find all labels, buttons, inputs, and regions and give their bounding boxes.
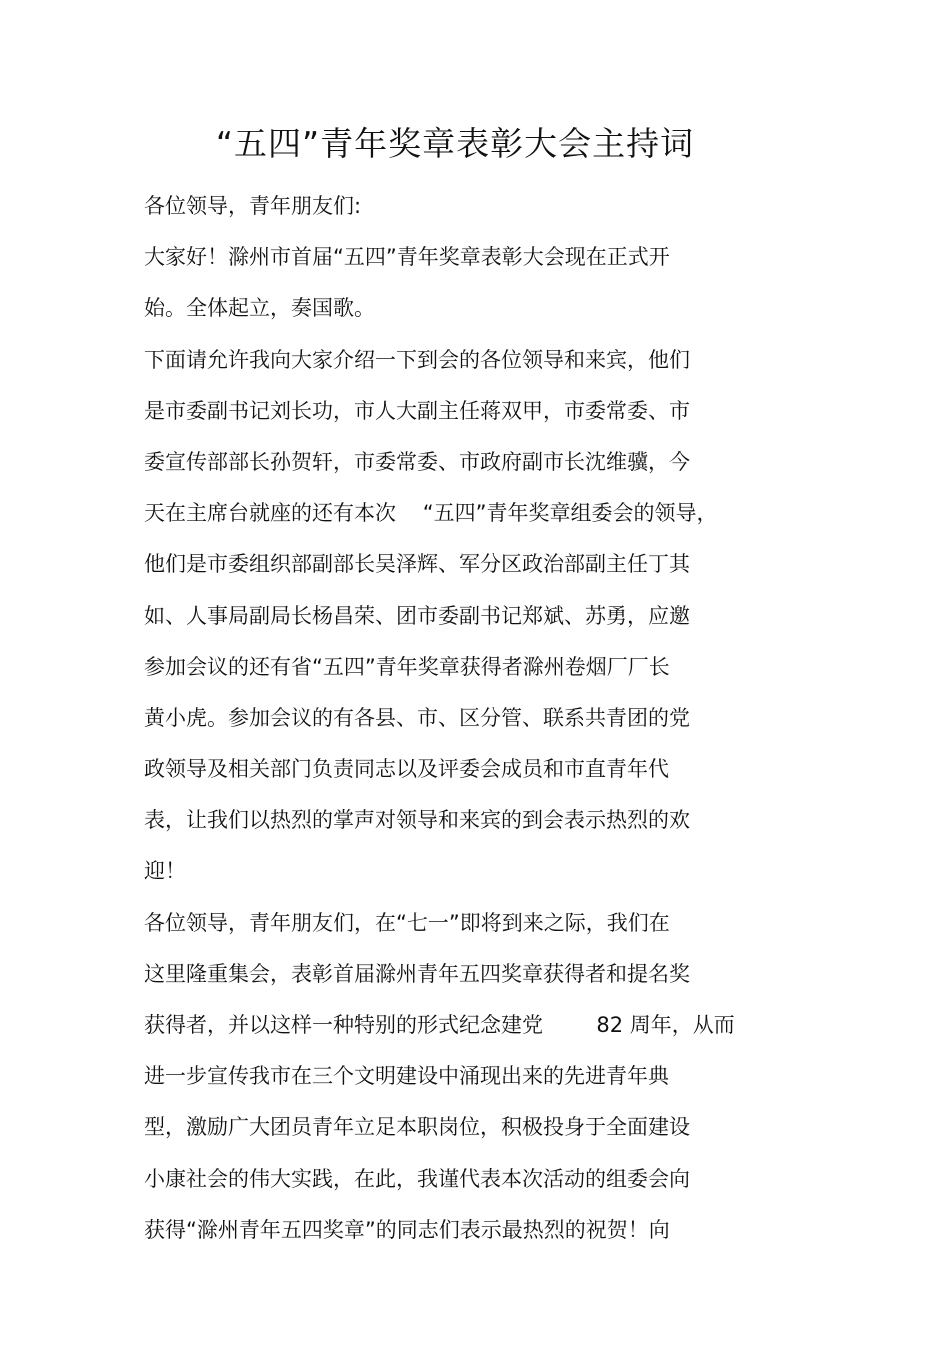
body-line: 是市委副书记刘长功，市人大副主任蒋双甲，市委常委、市 (144, 398, 690, 423)
body-line: 大家好！滁州市首届“五四”青年奖章表彰大会现在正式开 (144, 245, 670, 270)
body-line: 型，激励广大团员青年立足本职岗位，积极投身于全面建设 (144, 1115, 690, 1140)
body-line: 天在主席台就座的还有本次 “五四”青年奖章组委会的领导， (144, 501, 718, 526)
body-line: 各位领导，青年朋友们: (144, 194, 362, 218)
body-line: 委宣传部部长孙贺轩，市委常委、市政府副市长沈维骥，今 (144, 449, 690, 474)
body-line: 这里隆重集会，表彰首届滁州青年五四奖章获得者和提名奖 (144, 961, 690, 986)
body-line: 小康社会的伟大实践，在此，我谨代表本次活动的组委会向 (144, 1166, 690, 1191)
body-line: 各位领导，青年朋友们，在“七一”即将到来之际，我们在 (144, 910, 670, 935)
document-body (144, 186, 844, 1261)
body-line: 参加会议的还有省“五四”青年奖章获得者滁州卷烟厂厂长 (144, 654, 670, 679)
body-line: 他们是市委组织部副部长吴泽辉、军分区政治部副主任丁其 (144, 552, 690, 577)
body-line: 获得者，并以这样一种特别的形式纪念建党 82 周年，从而 (144, 1013, 735, 1037)
body-line: 政领导及相关部门负责同志以及评委会成员和市直青年代 (144, 757, 669, 782)
body-line: 迎！ (144, 859, 186, 884)
body-line: 下面请允许我向大家介绍一下到会的各位领导和来宾，他们 (144, 347, 690, 372)
body-line: 表，让我们以热烈的掌声对领导和来宾的到会表示热烈的欢 (144, 808, 690, 833)
body-line: 始。全体起立，奏国歌。 (144, 296, 375, 321)
body-line: 如、人事局副局长杨昌荣、团市委副书记郑斌、苏勇，应邀 (144, 603, 690, 628)
body-line: 获得“滁州青年五四奖章”的同志们表示最热烈的祝贺！向 (144, 1217, 670, 1242)
body-line: 进一步宣传我市在三个文明建设中涌现出来的先进青年典 (144, 1064, 669, 1089)
document-title: “五四”青年奖章表彰大会主持词 (215, 124, 695, 163)
body-line: 黄小虎。参加会议的有各县、市、区分管、联系共青团的党 (144, 705, 690, 730)
